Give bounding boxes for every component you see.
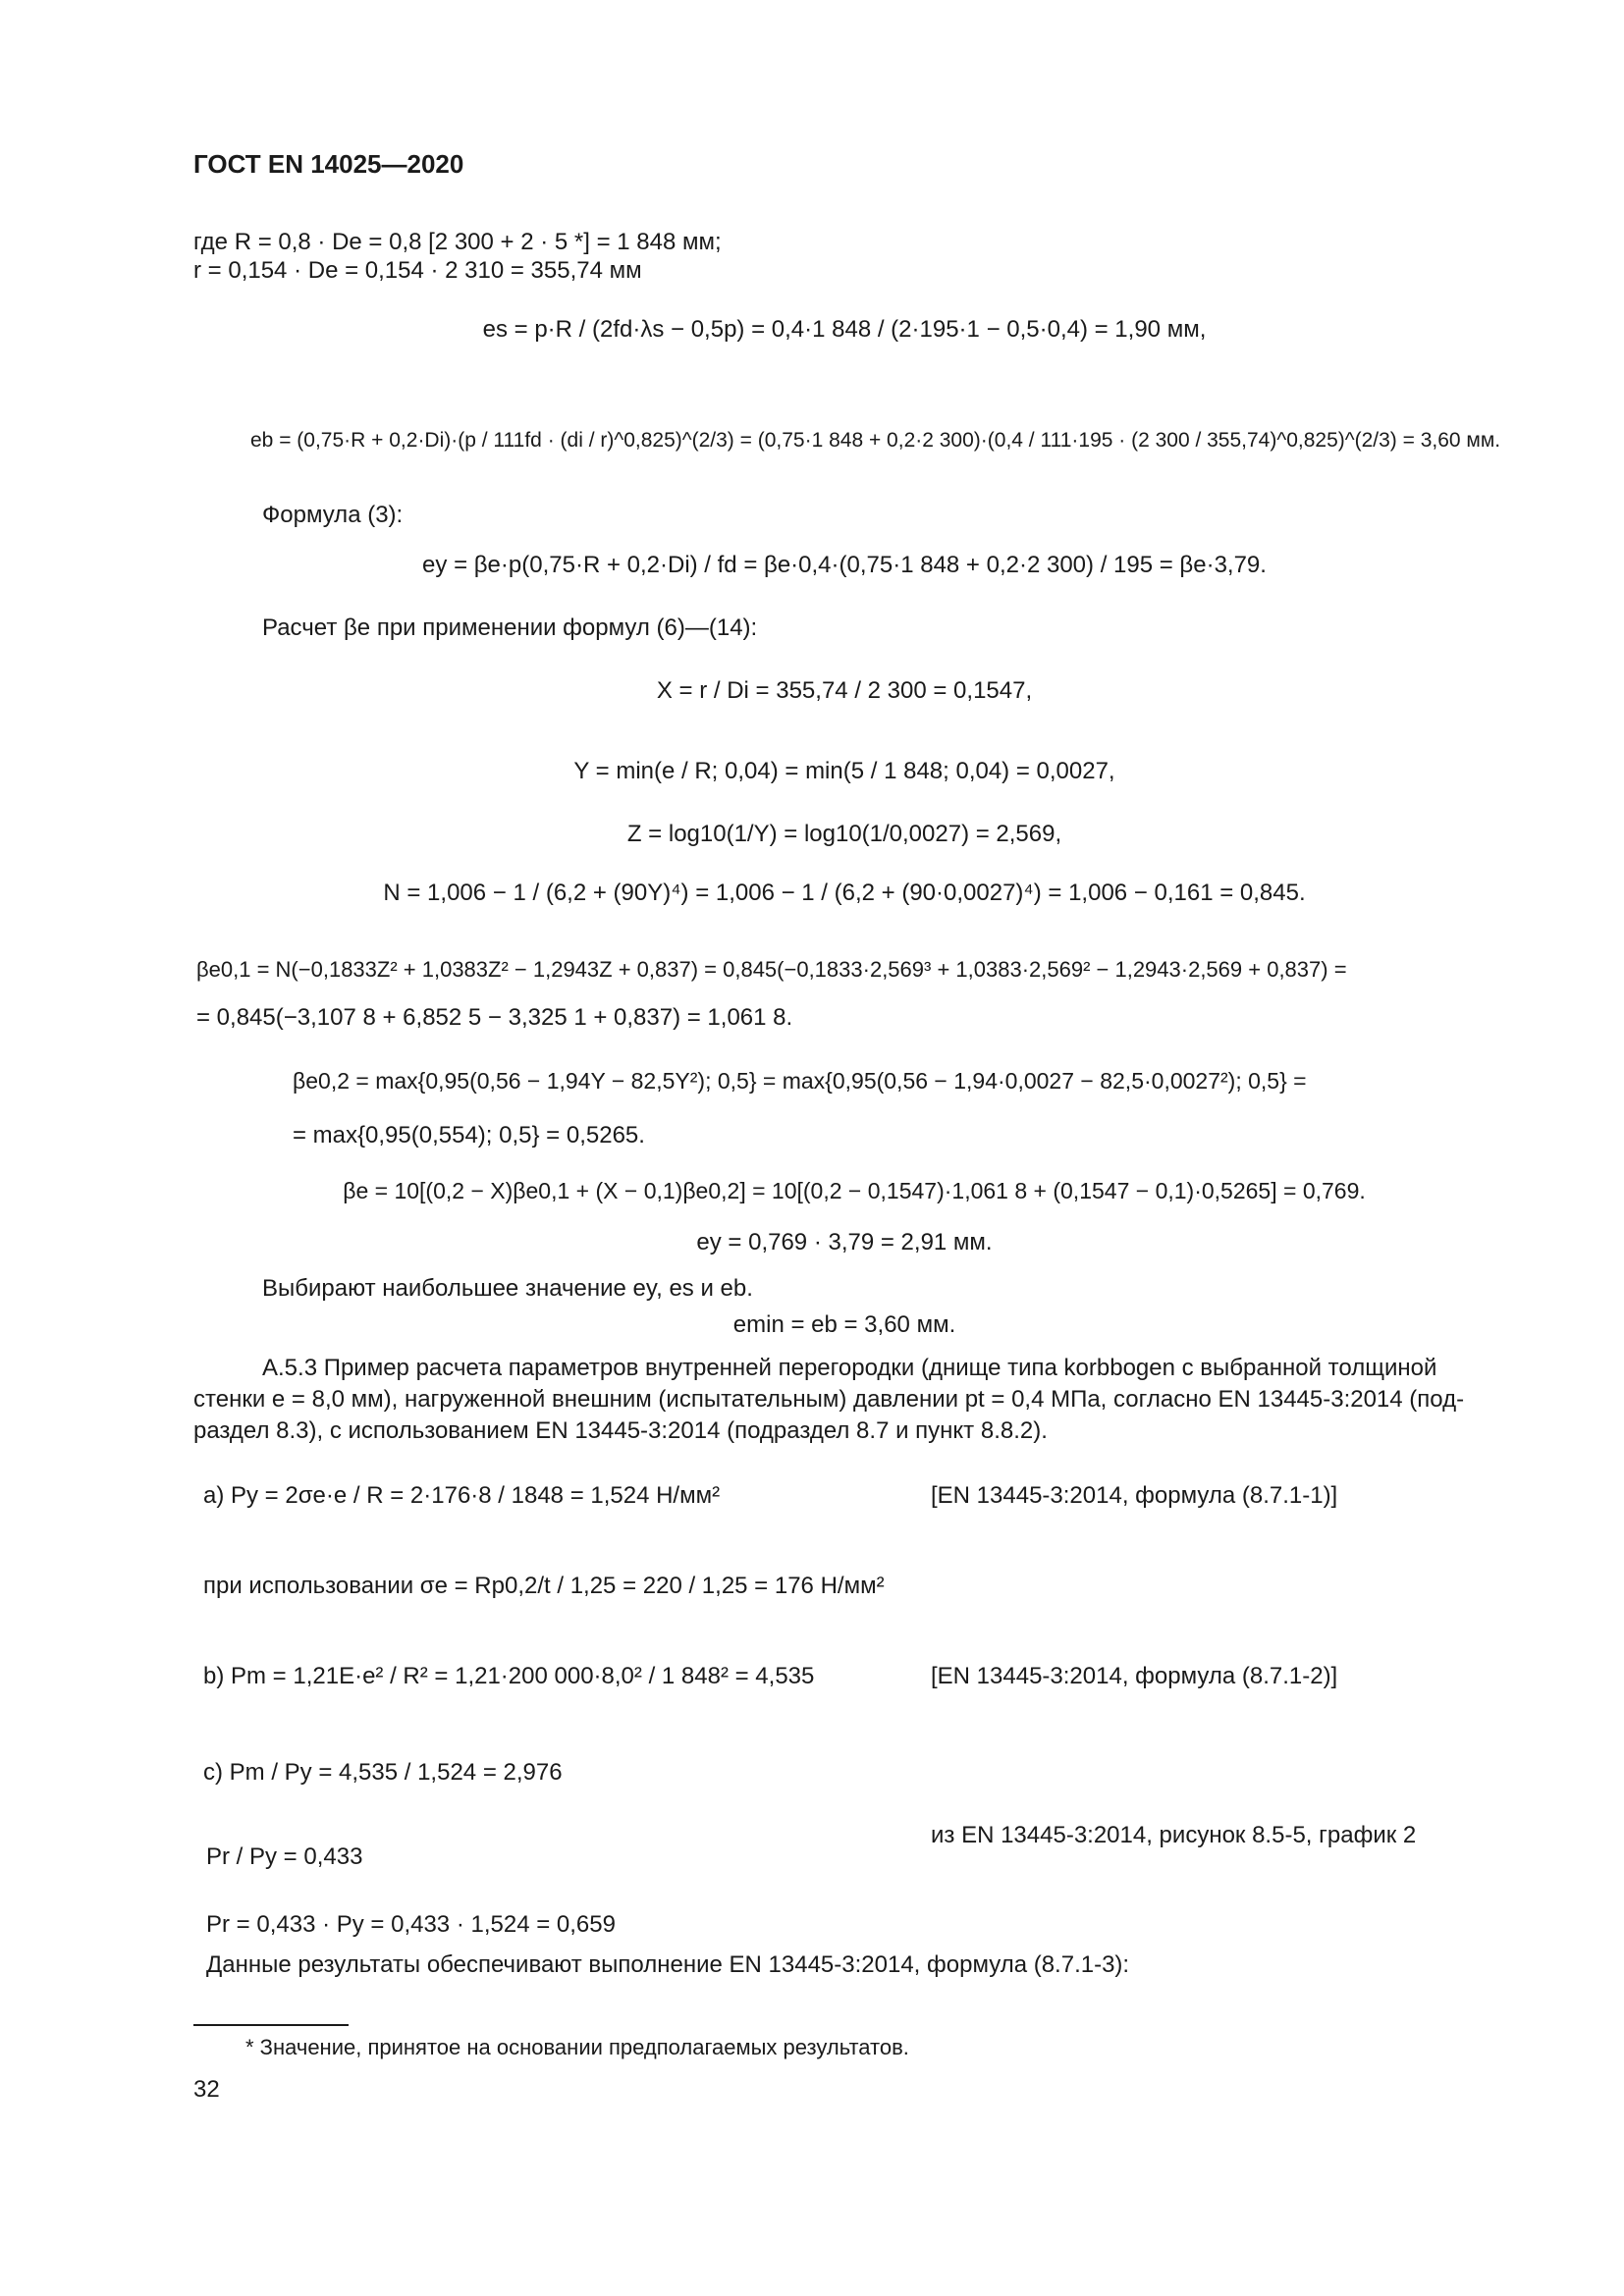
formula-3-label: Формула (3):	[262, 502, 404, 528]
calc-b-ref: [EN 13445-3:2014, формула (8.7.1-2)]	[931, 1663, 1338, 1689]
calc-a-ref: [EN 13445-3:2014, формула (8.7.1-1)]	[931, 1482, 1338, 1509]
formula-es: es = p·R / (2fd·λs − 0,5p) = 0,4·1 848 / (2·195·1 − 0,5·0,4) = 1,90 мм,	[482, 316, 1207, 343]
formula-emin: emin = eb = 3,60 мм.	[732, 1311, 956, 1338]
footnote: * Значение, принятое на основании предполагаемых результатов.	[245, 2035, 909, 2059]
formula-x: X = r / Di = 355,74 / 2 300 = 0,1547,	[656, 677, 1033, 704]
calc-d-ref: из EN 13445-3:2014, рисунок 8.5-5, график 2	[931, 1822, 1417, 1848]
section-a53-line3: раздел 8.3), с использованием EN 13445-3:2014 (подраздел 8.7 и пункт 8.8.2).	[193, 1417, 1048, 1444]
formula-ey-value: ey = 0,769 · 3,79 = 2,91 мм.	[696, 1229, 993, 1255]
intro-line-1: где R = 0,8 · De = 0,8 [2 300 + 2 · 5 *] = 1 848 мм;	[193, 229, 722, 255]
calc-c: c) Pm / Py = 4,535 / 1,524 = 2,976	[203, 1759, 563, 1786]
formula-n: N = 1,006 − 1 / (6,2 + (90Y)⁴) = 1,006 − 1 / (6,2 + (90·0,0027)⁴) = 1,006 − 0,161 = 0,845.	[383, 880, 1306, 906]
section-a53-line1: А.5.3 Пример расчета параметров внутренней перегородки (днище типа korbbogen с выбранной толщиной	[262, 1355, 1437, 1381]
formula-eb: eb = (0,75·R + 0,2·Di)·(p / 111fd · (di / r)^0,825)^(2/3) = (0,75·1 848 + 0,2·2 300)·(0,4 / 111·195 · (2 300 / 355,74)^0,825)^(2/3) = 3,60 мм.	[250, 429, 1501, 452]
calc-sigma: при использовании σe = Rp0,2/t / 1,25 = 220 / 1,25 = 176 Н/мм²	[203, 1573, 885, 1599]
calc-f: Данные результаты обеспечивают выполнение EN 13445-3:2014, формула (8.7.1-3):	[206, 1951, 1130, 1978]
formula-beta-e02-line2: = max{0,95(0,554); 0,5} = 0,5265.	[293, 1122, 645, 1148]
choose-max-text: Выбирают наибольшее значение ey, es и eb.	[262, 1275, 753, 1302]
intro-line-2: r = 0,154 · De = 0,154 · 2 310 = 355,74 мм	[193, 257, 642, 284]
footnote-rule	[193, 2024, 349, 2026]
formula-beta-e01-line2: = 0,845(−3,107 8 + 6,852 5 − 3,325 1 + 0,837) = 1,061 8.	[196, 1004, 793, 1031]
formula-beta-e02-line1: βe0,2 = max{0,95(0,56 − 1,94Y − 82,5Y²); 0,5} = max{0,95(0,56 − 1,94·0,0027 − 82,5·0,0027²); 0,5} =	[293, 1068, 1307, 1094]
calc-a: а) Py = 2σe·e / R = 2·176·8 / 1848 = 1,524 Н/мм²	[203, 1482, 721, 1509]
formula-beta-e01-line1: βe0,1 = N(−0,1833Z² + 1,0383Z² − 1,2943Z + 0,837) = 0,845(−0,1833·2,569³ + 1,0383·2,569² − 1,2943·2,569 + 0,837) =	[196, 957, 1347, 982]
document-header: ГОСТ EN 14025—2020	[193, 149, 464, 179]
calc-e: Pr = 0,433 · Py = 0,433 · 1,524 = 0,659	[206, 1911, 616, 1938]
formula-y: Y = min(e / R; 0,04) = min(5 / 1 848; 0,04) = 0,0027,	[573, 758, 1115, 784]
formula-beta-e: βe = 10[(0,2 − X)βe0,1 + (X − 0,1)βe0,2] = 10[(0,2 − 0,1547)·1,061 8 + (0,1547 − 0,1)·0,5265] = 0,769.	[343, 1178, 1366, 1203]
calc-b: b) Pm = 1,21E·e² / R² = 1,21·200 000·8,0² / 1 848² = 4,535	[203, 1663, 815, 1689]
beta-calc-label: Расчет βe при применении формул (6)—(14):	[262, 614, 758, 641]
section-a53-line2: стенки e = 8,0 мм), нагруженной внешним (испытательным) давлении pt = 0,4 МПа, согласно EN 13445-3:2014 (под-	[193, 1386, 1465, 1413]
formula-z: Z = log10(1/Y) = log10(1/0,0027) = 2,569,	[626, 821, 1062, 847]
page-number: 32	[193, 2076, 220, 2103]
formula-ey: ey = βe·p(0,75·R + 0,2·Di) / fd = βe·0,4·(0,75·1 848 + 0,2·2 300) / 195 = βe·3,79.	[422, 552, 1267, 578]
calc-d: Pr / Py = 0,433	[206, 1843, 363, 1870]
